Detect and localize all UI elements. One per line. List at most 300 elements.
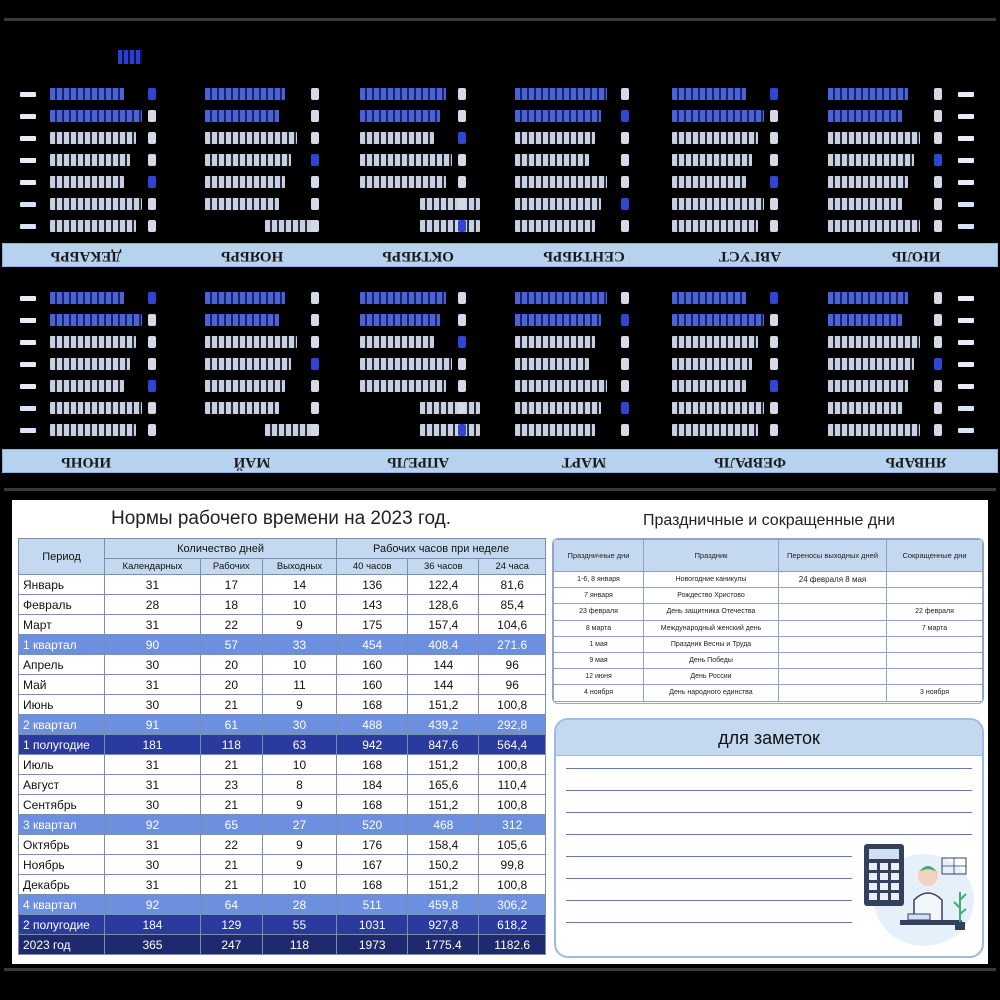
day-number [934,88,942,100]
weekday-mark [20,340,36,345]
norms-cell-off: 9 [262,695,336,715]
day-numbers [672,176,746,188]
holiday-cell-transfer [779,636,887,652]
weekday-mark [20,202,36,207]
norms-cell-off: 118 [262,935,336,955]
holiday-cell-name: День России [644,669,779,685]
sub-24: 24 часа [479,559,546,575]
norms-row [19,575,546,595]
norms-cell-h24: 292,8 [479,715,546,735]
norms-cell-h24: 110,4 [479,775,546,795]
calendar-week-row [0,152,1000,168]
day-number [934,198,942,210]
norms-table-body [19,575,546,955]
day-numbers [50,132,136,144]
norms-cell-cal: 30 [105,655,201,675]
day-number [458,132,466,144]
day-number [934,358,942,370]
norms-row [19,935,546,955]
day-numbers [205,336,297,348]
norms-cell-h24: 100,8 [479,695,546,715]
norms-cell-h36: 927,8 [408,915,479,935]
note-line [566,900,852,901]
day-number [934,154,942,166]
month-label: МАРТ [561,454,607,470]
norms-cell-h40: 942 [337,735,408,755]
day-number [770,88,778,100]
holiday-cell-transfer [779,588,887,604]
day-number [621,132,629,144]
month-label: МАЙ [233,454,271,470]
norms-cell-off: 33 [262,635,336,655]
day-numbers [672,220,758,232]
norms-cell-period: 3 квартал [19,815,105,835]
day-number [311,380,319,392]
norms-cell-h40: 168 [337,755,408,775]
calendar-week-row [0,196,1000,212]
day-numbers [205,88,285,100]
day-numbers [828,336,920,348]
calendar-week-row [0,290,1000,306]
day-number [770,336,778,348]
day-number [148,220,156,232]
weekday-mark [958,406,974,411]
day-number [311,198,319,210]
day-number [148,88,156,100]
norms-cell-h40: 143 [337,595,408,615]
day-numbers [360,88,446,100]
day-number [770,292,778,304]
sub-36: 36 часов [408,559,479,575]
day-number [148,292,156,304]
holiday-row [554,572,983,588]
norms-cell-off: 14 [262,575,336,595]
holiday-cell-short [887,572,983,588]
sub-off: Выходных [262,559,336,575]
day-numbers [828,88,908,100]
norms-cell-period: 1 квартал [19,635,105,655]
month-label: АПРЕЛЬ [386,454,450,470]
day-number [311,132,319,144]
day-number [148,132,156,144]
day-number [148,176,156,188]
day-numbers [420,198,480,210]
norms-cell-cal: 181 [105,735,201,755]
note-line [566,878,852,879]
norms-row [19,735,546,755]
day-numbers [672,380,746,392]
day-numbers [828,358,914,370]
day-numbers [828,154,914,166]
norms-cell-work: 18 [200,595,262,615]
day-number [311,314,319,326]
day-number [458,336,466,348]
holiday-row [554,588,983,604]
day-number [770,176,778,188]
norms-cell-cal: 31 [105,575,201,595]
day-number [458,314,466,326]
weekday-mark [20,318,36,323]
day-number [621,220,629,232]
norms-cell-h40: 176 [337,835,408,855]
day-number [148,336,156,348]
norms-cell-cal: 91 [105,715,201,735]
month-label: СЕНТЯБРЬ [543,248,625,264]
norms-cell-work: 61 [200,715,262,735]
day-number [621,110,629,122]
day-number [770,380,778,392]
day-numbers [515,154,589,166]
day-numbers [515,358,589,370]
norms-cell-h40: 1973 [337,935,408,955]
holiday-cell-transfer [779,669,887,685]
norms-cell-period: Август [19,775,105,795]
norms-row [19,595,546,615]
day-numbers [360,154,452,166]
norms-cell-h36: 151,2 [408,755,479,775]
day-number [311,88,319,100]
norms-cell-h36: 468 [408,815,479,835]
holiday-cell-name: Международный женский день [644,620,779,636]
weekday-mark [958,362,974,367]
day-number [621,198,629,210]
norms-cell-cal: 30 [105,795,201,815]
norms-cell-cal: 28 [105,595,201,615]
sub-working: Рабочих [200,559,262,575]
day-numbers [205,292,285,304]
norms-cell-period: Март [19,615,105,635]
norms-cell-h24: 96 [479,675,546,695]
day-number [770,424,778,436]
day-numbers [50,88,124,100]
day-number [458,424,466,436]
norms-title: Нормы рабочего времени на 2023 год. [111,508,451,529]
day-numbers [515,402,601,414]
day-numbers [205,132,297,144]
month-label: НОЯБРЬ [220,248,284,264]
day-number [621,424,629,436]
holiday-row [554,669,983,685]
holiday-cell-name: Рождество Христово [644,588,779,604]
norms-cell-h24: 618,2 [479,915,546,935]
norms-cell-off: 8 [262,775,336,795]
norms-cell-h36: 122,4 [408,575,479,595]
day-numbers [672,198,764,210]
norms-cell-off: 9 [262,855,336,875]
weekday-mark [20,224,36,229]
holidays-table-body [554,572,983,702]
holidays-card [552,538,984,704]
day-numbers [50,110,142,122]
holiday-cell-short [887,669,983,685]
norms-cell-h24: 306,2 [479,895,546,915]
norms-cell-h36: 151,2 [408,695,479,715]
day-number [621,336,629,348]
day-number [934,336,942,348]
norms-cell-h40: 454 [337,635,408,655]
calendar-week-row [0,108,1000,124]
norms-row [19,675,546,695]
day-number [934,220,942,232]
holiday-cell-name: День Победы [644,652,779,668]
day-numbers [672,358,752,370]
norms-row [19,815,546,835]
day-numbers [515,88,607,100]
holiday-row [554,652,983,668]
calendar-week-row [0,422,1000,438]
norms-cell-period: Июнь [19,695,105,715]
weekday-mark [958,340,974,345]
norms-cell-h24: 81,6 [479,575,546,595]
norms-cell-work: 129 [200,915,262,935]
day-numbers [828,380,908,392]
day-numbers [50,358,130,370]
norms-cell-h36: 151,2 [408,875,479,895]
norms-cell-h24: 312 [479,815,546,835]
year-mark [118,50,142,64]
upper-month-band [2,243,998,267]
norms-cell-period: Декабрь [19,875,105,895]
norms-cell-cal: 31 [105,875,201,895]
day-number [770,358,778,370]
day-number [458,358,466,370]
holiday-cell-days: 23 февраля [554,604,644,620]
day-numbers [205,154,291,166]
day-numbers [50,402,142,414]
day-numbers [672,88,746,100]
note-line [566,834,972,835]
col-short-days: Сокращенные дни [887,540,983,572]
day-number [770,220,778,232]
norms-cell-period: 2 полугодие [19,915,105,935]
day-number [621,380,629,392]
month-label: ИЮНЬ [60,454,112,470]
norms-cell-h36: 1775.4 [408,935,479,955]
norms-cell-cal: 31 [105,615,201,635]
day-numbers [420,402,480,414]
col-transfers: Переносы выходных дней [779,540,887,572]
notes-box[interactable] [554,718,984,958]
norms-row [19,635,546,655]
day-numbers [50,154,130,166]
day-number [621,88,629,100]
norms-cell-work: 22 [200,835,262,855]
day-numbers [828,292,908,304]
norms-cell-h36: 151,2 [408,795,479,815]
holiday-cell-days: 9 мая [554,652,644,668]
day-numbers [515,292,607,304]
holiday-cell-short: 3 ноября [887,685,983,701]
col-holiday-name: Праздник [644,540,779,572]
day-numbers [205,380,285,392]
day-numbers [205,176,285,188]
month-label: АВГУСТ [718,248,782,264]
month-label: ЯНВАРЬ [885,454,947,470]
day-number [458,154,466,166]
calendar-week-row [0,130,1000,146]
norms-cell-cal: 30 [105,695,201,715]
norms-row [19,775,546,795]
day-numbers [828,424,920,436]
day-number [770,154,778,166]
day-numbers [672,154,752,166]
day-numbers [205,314,279,326]
norms-row [19,715,546,735]
norms-cell-off: 10 [262,755,336,775]
day-numbers [515,198,601,210]
note-line [566,768,972,769]
work-time-norms-panel [12,500,550,964]
holiday-cell-days: 8 марта [554,620,644,636]
calendar-week-row [0,218,1000,234]
day-number [621,292,629,304]
norms-cell-work: 21 [200,855,262,875]
day-number [458,380,466,392]
norms-row [19,895,546,915]
norms-cell-off: 9 [262,795,336,815]
sub-calendar: Календарных [105,559,201,575]
norms-cell-h40: 488 [337,715,408,735]
day-numbers [515,132,595,144]
holiday-cell-short [887,652,983,668]
norms-cell-h36: 157,4 [408,615,479,635]
day-number [311,220,319,232]
day-number [770,132,778,144]
norms-cell-h40: 520 [337,815,408,835]
norms-cell-cal: 31 [105,755,201,775]
norms-row [19,875,546,895]
top-divider [4,18,996,21]
day-numbers [50,380,124,392]
calendar-week-row [0,174,1000,190]
norms-cell-off: 11 [262,675,336,695]
holiday-cell-name: День народного единства [644,685,779,701]
holiday-cell-days: 1 мая [554,636,644,652]
day-number [934,132,942,144]
month-label: ИЮЛЬ [891,248,941,264]
day-number [311,154,319,166]
norms-cell-h40: 160 [337,655,408,675]
norms-cell-off: 63 [262,735,336,755]
day-numbers [515,176,607,188]
day-numbers [672,110,764,122]
weekday-mark [958,296,974,301]
norms-cell-h24: 100,8 [479,875,546,895]
year-calendar [0,0,1000,490]
weekday-mark [20,136,36,141]
holiday-cell-transfer [779,604,887,620]
norms-cell-h24: 100,8 [479,795,546,815]
day-number [458,220,466,232]
day-number [148,424,156,436]
day-numbers [515,220,595,232]
norms-cell-work: 64 [200,895,262,915]
norms-cell-work: 118 [200,735,262,755]
norms-cell-h36: 128,6 [408,595,479,615]
day-numbers [50,336,136,348]
day-number [770,402,778,414]
note-line [566,790,972,791]
day-number [458,110,466,122]
norms-cell-period: Июль [19,755,105,775]
norms-cell-off: 55 [262,915,336,935]
calendar-week-row [0,312,1000,328]
day-number [934,110,942,122]
calendar-week-row [0,356,1000,372]
norms-cell-work: 23 [200,775,262,795]
holiday-cell-days: 7 января [554,588,644,604]
day-number [458,176,466,188]
col-period: Период [19,539,105,575]
holiday-cell-name: Праздник Весны и Труда [644,636,779,652]
norms-cell-h24: 96 [479,655,546,675]
day-number [621,154,629,166]
norms-cell-off: 10 [262,875,336,895]
weekday-mark [20,406,36,411]
norms-table [18,538,546,955]
norms-row [19,655,546,675]
weekday-mark [958,428,974,433]
norms-cell-cal: 92 [105,815,201,835]
day-number [458,198,466,210]
norms-cell-period: Октябрь [19,835,105,855]
norms-cell-work: 57 [200,635,262,655]
day-number [934,314,942,326]
norms-cell-h24: 564,4 [479,735,546,755]
day-numbers [515,314,601,326]
holiday-cell-name: Новогодние каникулы [644,572,779,588]
weekday-mark [20,362,36,367]
norms-cell-period: Ноябрь [19,855,105,875]
weekday-mark [958,224,974,229]
day-numbers [360,132,434,144]
norms-cell-cal: 30 [105,855,201,875]
norms-cell-off: 10 [262,595,336,615]
norms-row [19,615,546,635]
norms-cell-h40: 160 [337,675,408,695]
bottom-divider [4,968,996,971]
day-number [148,380,156,392]
calendar-week-row [0,334,1000,350]
norms-cell-period: 1 полугодие [19,735,105,755]
col-days: Количество дней [105,539,337,559]
day-numbers [515,336,595,348]
norms-row [19,695,546,715]
day-numbers [360,358,452,370]
day-numbers [420,424,480,436]
day-number [148,110,156,122]
norms-cell-h40: 168 [337,695,408,715]
day-numbers [50,424,136,436]
norms-cell-work: 21 [200,875,262,895]
day-numbers [360,176,446,188]
norms-cell-work: 22 [200,615,262,635]
norms-cell-h40: 167 [337,855,408,875]
day-number [934,402,942,414]
weekday-mark [958,114,974,119]
norms-cell-h36: 144 [408,655,479,675]
norms-cell-h40: 1031 [337,915,408,935]
norms-cell-cal: 90 [105,635,201,655]
day-number [148,314,156,326]
norms-cell-off: 30 [262,715,336,735]
day-numbers [515,424,595,436]
norms-row [19,835,546,855]
norms-cell-h40: 168 [337,875,408,895]
day-numbers [50,314,142,326]
norms-cell-h24: 99,8 [479,855,546,875]
month-label: ОКТЯБРЬ [382,248,454,264]
